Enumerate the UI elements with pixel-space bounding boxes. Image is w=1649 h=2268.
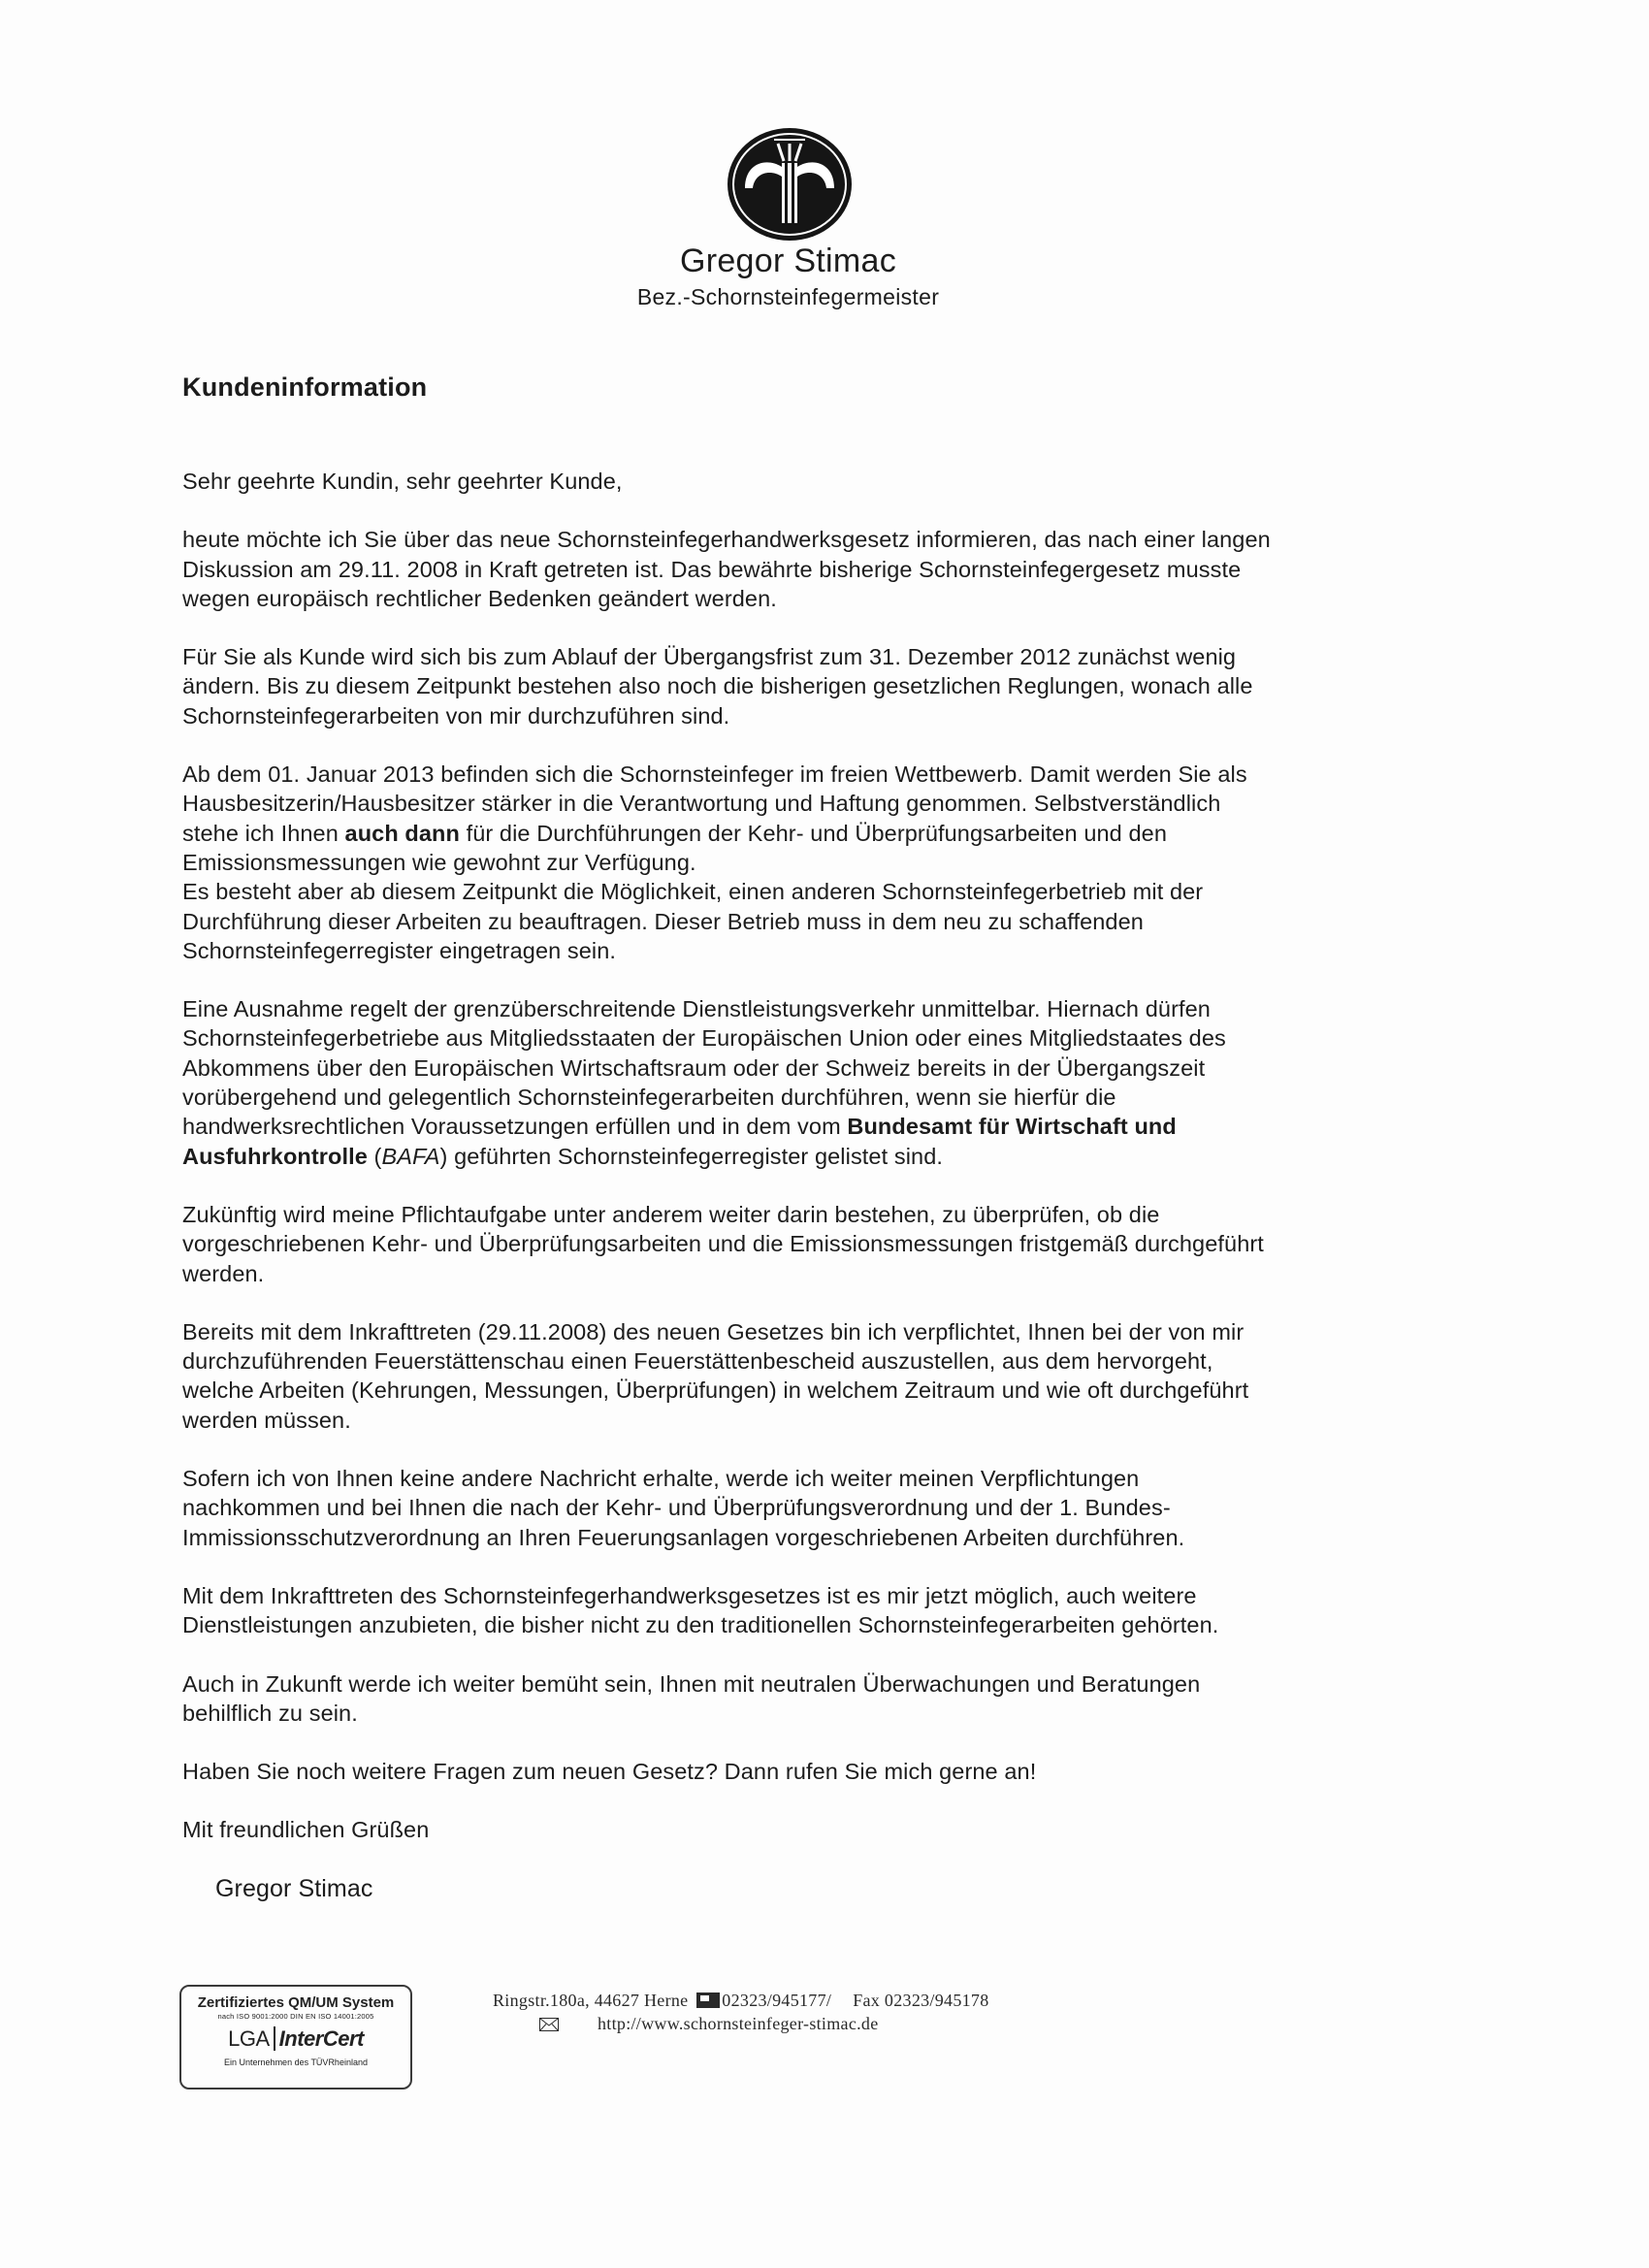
envelope-icon <box>539 2018 559 2031</box>
text-line: Bereits mit dem Inkrafttreten (29.11.2008) des neuen Gesetzes bin ich verpflichtet, Ihnen bei der von mir <box>182 1318 1245 1345</box>
paragraph-10 <box>182 1757 1463 1786</box>
text-line <box>182 819 1463 848</box>
document-heading: Kundeninformation <box>182 373 428 402</box>
paragraph-4 <box>182 994 1463 1171</box>
paragraph-7 <box>182 1464 1463 1552</box>
cert-brand <box>181 2026 410 2052</box>
text-line: heute möchte ich Sie über das neue Schornsteinfegerhandwerksgesetz informieren, das nach einer langen <box>182 527 1271 553</box>
contact-footer <box>493 1989 989 2035</box>
text-line: Dienstleistungen anzubieten, die bisher nicht zu den traditionellen Schornsteinfegerarbeiten gehörten. <box>182 1612 1219 1638</box>
text-line <box>182 1142 1463 1171</box>
address: Ringstr.180a, 44627 Herne <box>493 1991 689 2010</box>
fax-label: Fax <box>853 1991 881 2010</box>
text-line: werden müssen. <box>182 1407 351 1433</box>
text-line: Eine Ausnahme regelt der grenzüberschreitende Dienstleistungsverkehr unmittelbar. Hiernach dürfen <box>182 996 1211 1022</box>
cert-standards: nach ISO 9001:2000 DIN EN ISO 14001:2005 <box>217 2012 374 2021</box>
paragraph-3 <box>182 760 1463 965</box>
intercert-logo: InterCert <box>278 2026 364 2051</box>
contact-row-address <box>493 1989 989 2012</box>
text-line: vorübergehend und gelegentlich Schornsteinfegerarbeiten durchführen, wenn sie hierfür die <box>182 1085 1116 1111</box>
italic-text: BAFA <box>381 1143 440 1169</box>
text-line: Sofern ich von Ihnen keine andere Nachricht erhalte, werde ich weiter meinen Verpflichtungen <box>182 1466 1140 1492</box>
text-line: Schornsteinfegerregister eingetragen sein. <box>182 937 617 963</box>
paragraph-5 <box>182 1200 1463 1288</box>
letter-body <box>182 467 1463 1903</box>
text-run: ( <box>367 1143 382 1169</box>
paragraph-6 <box>182 1317 1463 1435</box>
paragraph-8 <box>182 1581 1463 1640</box>
sender-name: Gregor Stimac <box>679 243 897 279</box>
text-line <box>182 1112 1463 1141</box>
text-line: durchzuführenden Feuerstättenschau einen Feuerstättenbescheid auszustellen, aus dem hervorgeht, <box>182 1348 1213 1375</box>
text-line: wegen europäisch rechtlicher Bedenken geändert werden. <box>182 585 777 611</box>
paragraph-2 <box>182 642 1463 730</box>
tuv-logo: TÜVRheinland <box>310 2057 368 2067</box>
fax-number: 02323/945178 <box>884 1991 989 2010</box>
bold-text: Ausfuhrkontrolle <box>182 1143 368 1169</box>
text-run: stehe ich Ihnen <box>182 820 345 846</box>
bold-text: Bundesamt für Wirtschaft und <box>847 1114 1177 1140</box>
text-line: Es besteht aber ab diesem Zeitpunkt die Möglichkeit, einen anderen Schornsteinfegerbetrieb mit der <box>182 879 1204 905</box>
text-line: behilflich zu sein. <box>182 1700 358 1726</box>
cert-title: Zertifiziertes QM/UM System <box>197 1994 395 2011</box>
signature-name: Gregor Stimac <box>215 1874 373 1902</box>
text-line: Emissionsmessungen wie gewohnt zur Verfügung. <box>182 849 696 875</box>
paragraph-9 <box>182 1669 1463 1729</box>
text-line: Für Sie als Kunde wird sich bis zum Ablauf der Übergangsfrist zum 31. Dezember 2012 zunächst wenig <box>182 644 1237 670</box>
text-line: ändern. Bis zu diesem Zeitpunkt bestehen also noch die bisherigen gesetzlichen Reglungen, wonach alle <box>182 673 1253 699</box>
text-run: handwerksrechtlichen Voraussetzungen erfüllen und in dem vom <box>182 1114 848 1140</box>
text-line: Durchführung dieser Arbeiten zu beauftragen. Dieser Betrieb muss in dem neu zu schaffenden <box>182 908 1144 934</box>
text-line: Diskussion am 29.11. 2008 in Kraft getreten ist. Das bewährte bisherige Schornsteinfegergesetz musste <box>182 556 1242 582</box>
lga-logo: LGA <box>228 2026 275 2051</box>
chimney-sweep-logo-icon <box>724 124 856 244</box>
text-run: für die Durchführungen der Kehr- und Überprüfungsarbeiten und den <box>459 820 1167 846</box>
sender-title: Bez.-Schornsteinfegermeister <box>636 284 940 309</box>
website-link[interactable]: http://www.schornsteinfeger-stimac.de <box>598 2014 879 2033</box>
fax-phone-icon <box>696 1993 720 2008</box>
cert-footer <box>181 2057 410 2067</box>
text-line: Immissionsschutzverordnung an Ihren Feuerungsanlagen vorgeschriebenen Arbeiten durchführen. <box>182 1524 1185 1550</box>
text-run: ) geführten Schornsteinfegerregister gelistet sind. <box>439 1143 943 1169</box>
text-line: Auch in Zukunft werde ich weiter bemüht sein, Ihnen mit neutralen Überwachungen und Beratungen <box>182 1670 1201 1697</box>
text-line: welche Arbeiten (Kehrungen, Messungen, Überprüfungen) in welchem Zeitraum und wie oft durchgeführt <box>182 1377 1249 1404</box>
phone-number: 02323/945177/ <box>722 1991 832 2010</box>
text-line: Schornsteinfegerarbeiten von mir durchzuführen sind. <box>182 702 730 729</box>
text-line: werden. <box>182 1260 265 1286</box>
text-line: vorgeschriebenen Kehr- und Überprüfungsarbeiten und die Emissionsmessungen fristgemäß durchgeführt <box>182 1231 1264 1257</box>
text-line: Ab dem 01. Januar 2013 befinden sich die Schornsteinfeger im freien Wettbewerb. Damit werden Sie als <box>182 761 1247 788</box>
text-line: Mit dem Inkrafttreten des Schornsteinfegerhandwerksgesetzes ist es mir jetzt möglich, auch weitere <box>182 1582 1197 1608</box>
bold-text: auch dann <box>344 820 460 846</box>
text-line: Schornsteinfegerbetriebe aus Mitgliedsstaaten der Europäischen Union oder eines Mitgliedstaates des <box>182 1025 1226 1052</box>
text-line: Zukünftig wird meine Pflichtaufgabe unter anderem weiter darin bestehen, zu überprüfen, ob die <box>182 1201 1160 1227</box>
closing: Mit freundlichen Grüßen <box>182 1817 430 1843</box>
text-line: Abkommens über den Europäischen Wirtschaftsraum oder der Schweiz bereits in der Übergangszeit <box>182 1054 1206 1081</box>
paragraph-1 <box>182 525 1463 613</box>
contact-row-web <box>493 2012 989 2035</box>
salutation: Sehr geehrte Kundin, sehr geehrter Kunde, <box>182 469 623 494</box>
text-line: nachkommen und bei Ihnen die nach der Kehr- und Überprüfungsverordnung und der 1. Bundes- <box>182 1495 1171 1521</box>
certification-badge <box>179 1985 412 2090</box>
cert-footer-text: Ein Unternehmen des <box>224 2057 309 2067</box>
text-line: Haben Sie noch weitere Fragen zum neuen Gesetz? Dann rufen Sie mich gerne an! <box>182 1759 1037 1785</box>
text-line: Hausbesitzerin/Hausbesitzer stärker in die Verantwortung und Haftung genommen. Selbstverständlich <box>182 791 1221 817</box>
